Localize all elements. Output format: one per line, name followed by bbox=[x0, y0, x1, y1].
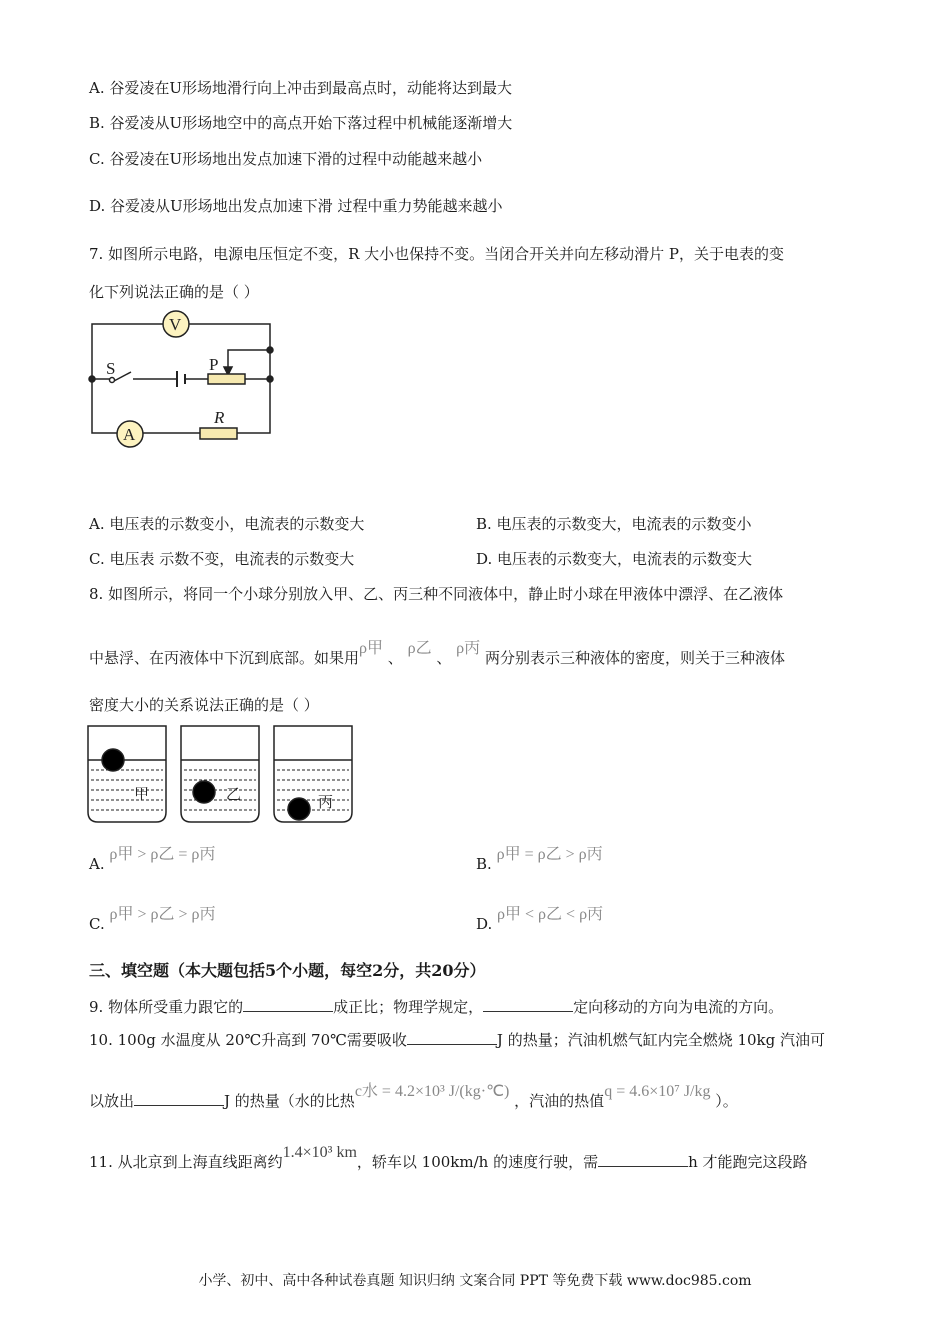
q9: 9. 物体所受重力跟它的 成正比；物理学规定， 定向移动的方向为电流的方向。 bbox=[89, 998, 784, 1016]
q8-stem-1: 8. 如图所示，将同一个小球分别放入甲、乙、丙三种不同液体中，静止时小球在甲液体中漂浮、在乙液体 bbox=[89, 585, 784, 603]
answer-blank[interactable] bbox=[407, 1030, 497, 1045]
answer-blank[interactable] bbox=[243, 997, 333, 1012]
beaker-bing bbox=[274, 726, 352, 822]
beaker-label-jia: 甲 bbox=[134, 785, 150, 803]
section-heading: 三、填空题（本大题包括5个小题，每空2分，共20分） bbox=[89, 961, 486, 980]
q7-option-b: B. 电压表的示数变大，电流表的示数变小 bbox=[476, 515, 752, 533]
slider-label: P bbox=[209, 355, 219, 374]
switch-label: S bbox=[106, 359, 116, 378]
q7-stem-1: 7. 如图所示电路，电源电压恒定不变，R 大小也保持不变。当闭合开关并向左移动滑片 P，关于电表的变 bbox=[89, 245, 785, 263]
q6-option-d: D. 谷爱凌从U形场地出发点加速下滑 过程中重力势能越来越小 bbox=[89, 197, 503, 215]
answer-blank[interactable] bbox=[483, 997, 573, 1012]
q8-option-d: D. ρ甲 < ρ乙 < ρ丙 bbox=[476, 906, 604, 933]
q6-option-c: C. 谷爱凌在U形场地出发点加速下滑的过程中动能越来越小 bbox=[89, 150, 483, 168]
q8-stem-3: 密度大小的关系说法正确的是（ ） bbox=[89, 696, 319, 714]
voltmeter-label: V bbox=[169, 315, 182, 334]
q8-option-a: A. ρ甲 > ρ乙 = ρ丙 bbox=[89, 846, 216, 873]
footer: 小学、初中、高中各种试卷真题 知识归纳 文案合同 PPT 等免费下载 www.doc985.com bbox=[198, 1273, 752, 1289]
beaker-jia bbox=[88, 726, 166, 822]
beaker-label-bing: 丙 bbox=[318, 793, 334, 811]
q6-option-b: B. 谷爱凌从U形场地空中的高点开始下落过程中机械能逐渐增大 bbox=[89, 114, 513, 132]
answer-blank[interactable] bbox=[134, 1091, 224, 1106]
q10-line-1: 10. 100g 水温度从 20℃升高到 70℃需要吸收 J 的热量；汽油机燃气缸内完全燃烧 10kg 汽油可 bbox=[89, 1031, 826, 1049]
q8-option-c: C. ρ甲 > ρ乙 > ρ丙 bbox=[89, 906, 216, 933]
q7-stem-2: 化下列说法正确的是（ ） bbox=[89, 283, 259, 301]
q7-option-a: A. 电压表的示数变小，电流表的示数变大 bbox=[89, 515, 365, 533]
q6-option-a: A. 谷爱凌在U形场地滑行向上冲击到最高点时，动能将达到最大 bbox=[89, 79, 513, 97]
q7-option-d: D. 电压表的示数变大，电流表的示数变大 bbox=[476, 550, 753, 568]
q8-option-b: B. ρ甲 = ρ乙 > ρ丙 bbox=[476, 846, 603, 873]
beakers-figure bbox=[88, 726, 352, 822]
ammeter-label: A bbox=[123, 425, 136, 444]
q8-stem-2: 中悬浮、在丙液体中下沉到底部。如果用ρ甲 、 ρ乙 、 ρ丙 两分别表示三种液体的密度，则关于三种液体 bbox=[89, 640, 785, 667]
resistor-label: R bbox=[214, 408, 225, 427]
q7-option-c: C. 电压表 示数不变，电流表的示数变大 bbox=[89, 550, 355, 568]
beaker-yi bbox=[181, 726, 259, 822]
answer-blank[interactable] bbox=[598, 1152, 688, 1167]
q10-line-2: 以放出 J 的热量（水的比热c水 = 4.2×10³ J/(kg·℃) ，汽油的热值q = 4.6×10⁷ J/kg ）。 bbox=[89, 1083, 738, 1110]
rheostat-icon bbox=[208, 374, 245, 384]
resistor-icon bbox=[200, 428, 237, 439]
q11: 11. 从北京到上海直线距离约1.4×10³ km，轿车以 100km/h 的速度行驶，需 h 才能跑完这段路 bbox=[89, 1144, 808, 1171]
beaker-label-yi: 乙 bbox=[226, 785, 242, 803]
